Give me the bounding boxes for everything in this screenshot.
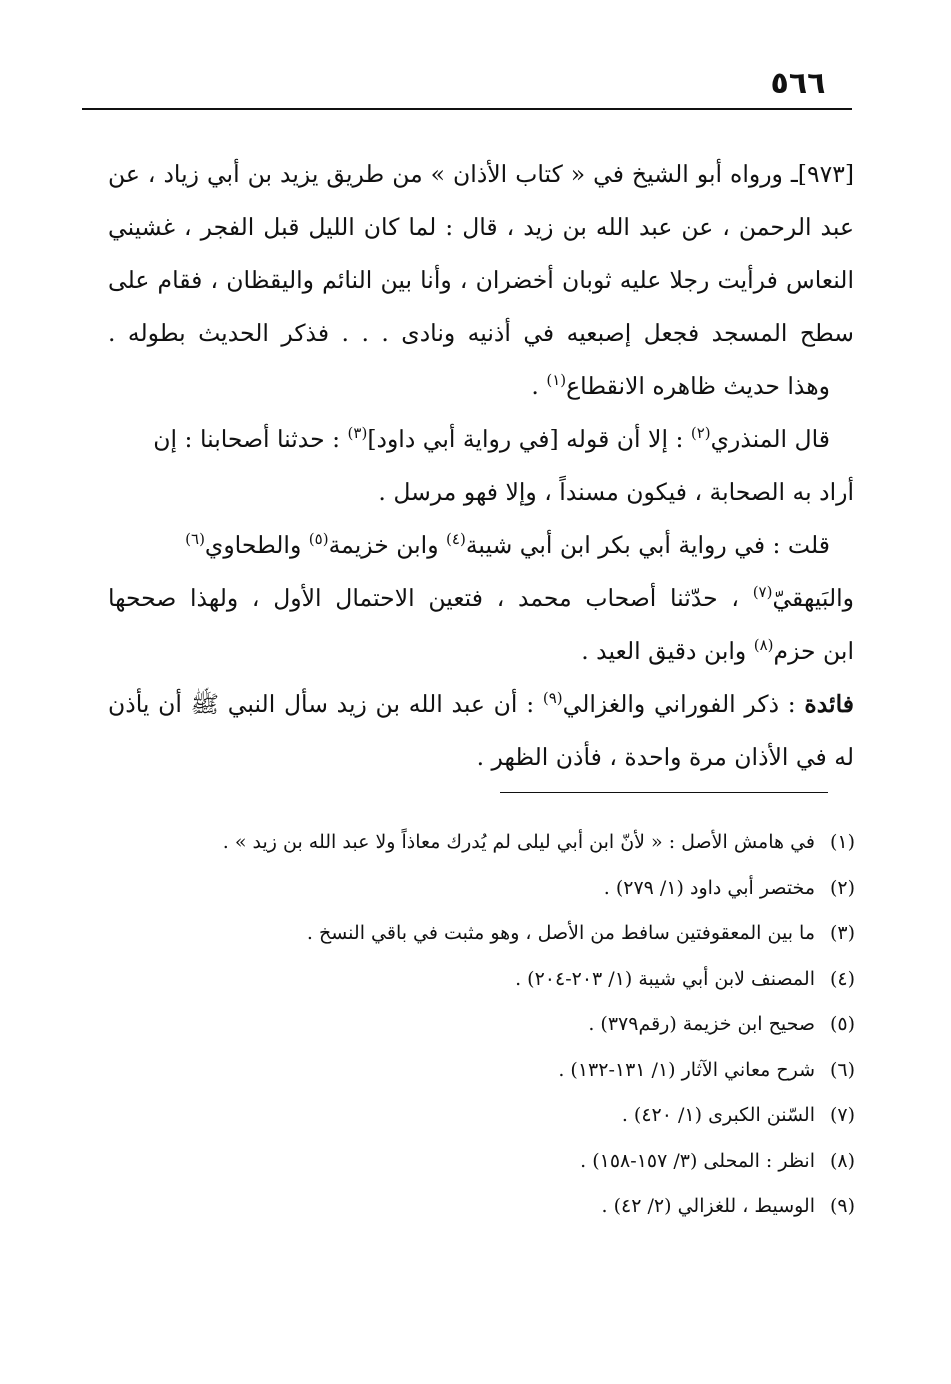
text-span: : ذكر الفوراني والغزالي <box>562 690 805 718</box>
text-span: : حدثنا أصحابنا : إن <box>153 425 348 453</box>
footnotes <box>120 820 855 1230</box>
footnote-text: مختصر أبي داود (١/ ٢٧٩) . <box>603 876 815 899</box>
text-line: سطح المسجد فجعل إصبعيه في أذنيه ونادى . . . فذكر الحديث بطوله . <box>108 319 854 347</box>
text-line <box>108 678 854 731</box>
footnote-item <box>120 1002 855 1048</box>
footnote-number: (٥) <box>829 1013 855 1035</box>
text-span: قال المنذري <box>710 425 830 453</box>
footnote-item <box>120 1139 855 1185</box>
text-span: وابن خزيمة <box>328 531 447 559</box>
footnote-item <box>120 1184 855 1230</box>
footnote-item <box>120 911 855 957</box>
footnote-ref: (٦) <box>185 530 205 549</box>
paragraph-mundhiri <box>108 413 854 519</box>
footnote-number: (٢) <box>829 876 855 899</box>
text-span: : أن عبد الله بن زيد سأل النبي ﷺ أن يأذن <box>108 690 543 718</box>
text-span: والبَيهقيّ <box>772 584 854 612</box>
footnote-ref: (٨) <box>753 636 774 655</box>
footnote-ref: (١) <box>546 371 567 390</box>
text-line: أراد به الصحابة ، فيكون مسنداً ، وإلا فهو مرسل . <box>378 478 854 506</box>
footnote-number: (٤) <box>829 967 855 990</box>
footnote-separator <box>500 792 828 793</box>
paragraph-faida <box>108 678 854 784</box>
footnote-text: الوسيط ، للغزالي (٢/ ٤٢) . <box>601 1195 815 1217</box>
footnote-text: ما بين المعقوفتين سافط من الأصل ، وهو مثبت في باقي النسخ . <box>306 922 815 944</box>
footnote-number: (٩) <box>829 1195 855 1217</box>
main-text <box>108 148 854 784</box>
text-line <box>108 413 854 466</box>
text-line <box>108 625 854 678</box>
text-span: وهذا حديث ظاهره الانقطاع <box>566 372 830 400</box>
footnote-ref: (٣) <box>347 424 368 443</box>
faida-label: فائدة <box>804 690 854 718</box>
footnote-text: انظر : المحلى (٣/ ١٥٧-١٥٨) . <box>580 1149 815 1172</box>
footnote-ref: (٥) <box>308 530 329 549</box>
text-span: وابن دقيق العيد . <box>581 637 754 665</box>
text-span: : إلا أن قوله [في رواية أبي داود] <box>367 425 691 453</box>
footnote-number: (٣) <box>829 922 855 944</box>
text-line <box>108 519 854 572</box>
paragraph-973 <box>108 148 854 413</box>
text-span: والطحاوي <box>204 531 309 559</box>
footnote-item <box>120 957 855 1003</box>
text-line: له في الأذان مرة واحدة ، فأذن الظهر . <box>476 743 854 771</box>
text-line <box>108 572 854 625</box>
footnote-text: في هامش الأصل : « لأنّ ابن أبي ليلى لم يُدرك معاذاً ولا عبد الله بن زيد » . <box>222 831 815 853</box>
footnote-text: المصنف لابن أبي شيبة (١/ ٢٠٣-٢٠٤) . <box>515 967 815 990</box>
footnote-text: السّنن الكبرى (١/ ٤٢٠) . <box>621 1104 815 1126</box>
text-line: عبد الرحمن ، عن عبد الله بن زيد ، قال : لما كان الليل قبل الفجر ، غشيني <box>108 213 854 241</box>
footnote-ref: (٢) <box>690 424 711 443</box>
header-rule <box>82 108 852 110</box>
footnote-number: (٨) <box>829 1149 855 1172</box>
footnote-ref: (٧) <box>752 583 773 602</box>
text-span: ، حدّثنا أصحاب محمد ، فتعين الاحتمال الأول ، ولهذا صححها <box>108 584 753 612</box>
footnote-ref: (٩) <box>542 689 563 708</box>
text-span: . <box>531 372 547 400</box>
footnote-item <box>120 866 855 912</box>
text-span: قلت : في رواية أبي بكر ابن أبي شيبة <box>465 531 830 559</box>
page-number: ٥٦٦ <box>770 66 826 101</box>
footnote-text: صحيح ابن خزيمة (رقم٣٧٩) . <box>588 1013 815 1035</box>
footnote-ref: (٤) <box>446 530 466 549</box>
footnote-item <box>120 1048 855 1094</box>
text-span: ابن حزم <box>773 637 854 665</box>
footnote-number: (٦) <box>829 1058 855 1081</box>
paragraph-qultu <box>108 519 854 678</box>
text-line <box>108 360 854 413</box>
footnote-number: (٧) <box>829 1104 855 1126</box>
footnote-number: (١) <box>829 831 855 853</box>
text-line: النعاس فرأيت رجلا عليه ثوبان أخضران ، وأنا بين النائم واليقظان ، فقام على <box>108 266 854 294</box>
footnote-item <box>120 1093 855 1139</box>
text-line: [٩٧٣]ـ ورواه أبو الشيخ في « كتاب الأذان » من طريق يزيد بن أبي زياد ، عن <box>108 160 854 188</box>
footnote-item <box>120 820 855 866</box>
footnote-text: شرح معاني الآثار (١/ ١٣١-١٣٢) . <box>558 1058 815 1081</box>
